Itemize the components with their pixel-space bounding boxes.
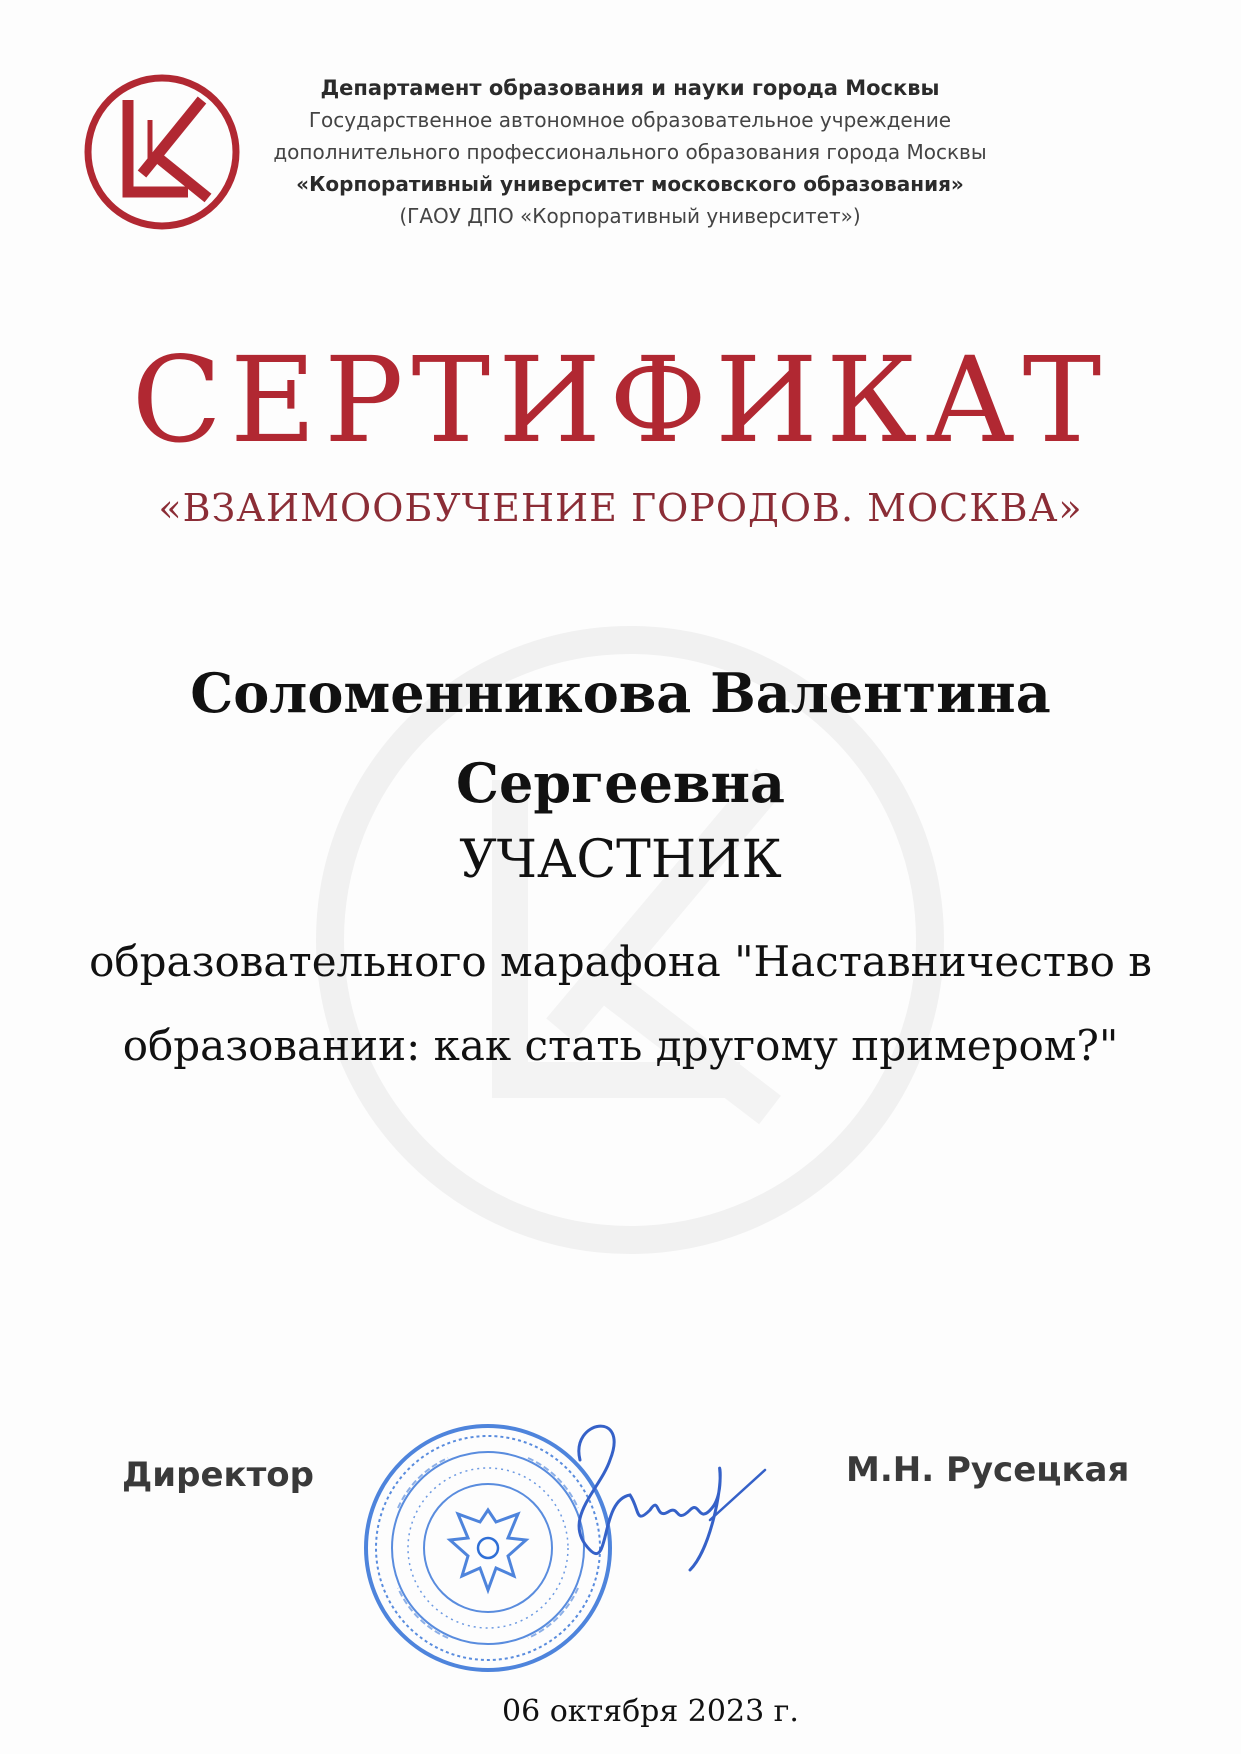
event-description-line1: образовательного марафона "Наставничество в bbox=[89, 937, 1152, 986]
institution-line2: дополнительного профессионального образования города Москвы bbox=[273, 140, 987, 164]
recipient-name-line2: Сергеевна bbox=[456, 751, 785, 815]
certificate-title: СЕРТИФИКАТ bbox=[131, 331, 1110, 469]
event-description-line2: образовании: как стать другому примером?" bbox=[122, 1021, 1119, 1070]
institution-short-name: (ГАОУ ДПО «Корпоративный университет») bbox=[399, 204, 861, 228]
certificate-subtitle: «ВЗАИМООБУЧЕНИЕ ГОРОДОВ. МОСКВА» bbox=[158, 486, 1083, 530]
recipient-name bbox=[40, 648, 1201, 828]
recipient-name-line1: Соломенникова Валентина bbox=[190, 661, 1051, 725]
handwritten-signature bbox=[540, 1400, 770, 1590]
recipient-role: УЧАСТНИК bbox=[459, 830, 782, 890]
signatory-title: Директор bbox=[122, 1455, 314, 1495]
ku-logo-icon bbox=[80, 70, 245, 235]
institution-header bbox=[250, 76, 1010, 232]
institution-name: «Корпоративный университет московского образования» bbox=[296, 172, 964, 196]
institution-line1: Государственное автономное образовательное учреждение bbox=[308, 108, 952, 132]
event-description bbox=[30, 920, 1211, 1088]
department-name: Департамент образования и науки города Москвы bbox=[320, 76, 940, 100]
issue-date: 06 октября 2023 г. bbox=[502, 1694, 799, 1729]
signatory-name: М.Н. Русецкая bbox=[846, 1450, 1130, 1490]
